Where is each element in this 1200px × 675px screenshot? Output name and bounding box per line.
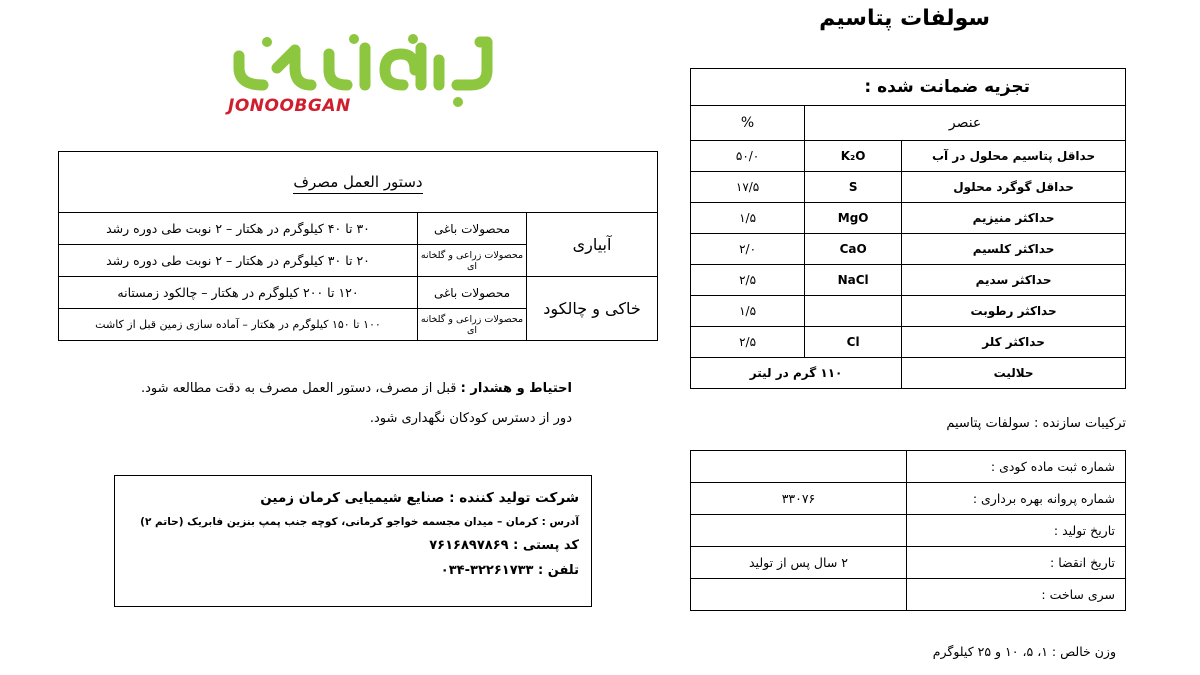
element-name: حداکثر رطوبت xyxy=(902,296,1126,327)
logo-latin-text: JONOOBGAN xyxy=(228,96,351,116)
usage-crop: محصولات باغی xyxy=(418,213,527,245)
usage-method: خاکی و چالکود xyxy=(527,277,658,341)
element-name: حداقل گوگرد محلول xyxy=(902,172,1126,203)
manufacturer-name: شرکت تولید کننده : صنایع شیمیایی کرمان زمین xyxy=(260,490,579,506)
registration-label: تاریخ تولید : xyxy=(907,515,1126,547)
analysis-heading: تجزیه ضمانت شده : xyxy=(691,69,1126,106)
net-weight-text: وزن خالص : ۱، ۵، ۱۰ و ۲۵ کیلوگرم xyxy=(932,644,1116,659)
registration-value xyxy=(691,515,907,547)
guaranteed-analysis-table xyxy=(690,68,1126,389)
element-name: حداکثر منیزیم xyxy=(902,203,1126,234)
composition-text: ترکیبات سازنده : سولفات پتاسیم xyxy=(946,416,1126,431)
analysis-row xyxy=(691,234,1126,265)
solubility-label: حلالیت xyxy=(902,358,1126,389)
analysis-row xyxy=(691,172,1126,203)
analysis-row xyxy=(691,203,1126,234)
manufacturer-address: آدرس : کرمان – میدان مجسمه خواجو کرمانی، کوچه جنب پمپ بنزین فابریک (حاتم ۲) xyxy=(140,516,579,528)
analysis-row xyxy=(691,296,1126,327)
logo-dot-1 xyxy=(453,97,463,107)
element-name: حداکثر سدیم xyxy=(902,265,1126,296)
registration-table xyxy=(690,450,1126,611)
element-name: حداقل پتاسیم محلول در آب xyxy=(902,141,1126,172)
caution-text-2: دور از دسترس کودکان نگهداری شود. xyxy=(369,411,572,426)
element-name: حداکثر کلر xyxy=(902,327,1126,358)
registration-row xyxy=(691,547,1126,579)
manufacturer-postal-code: کد پستی : ۷۶۱۶۸۹۷۸۶۹ xyxy=(429,538,579,553)
registration-row xyxy=(691,579,1126,611)
element-value: ۲/۵ xyxy=(691,327,805,358)
solubility-value: ۱۱۰ گرم در لیتر xyxy=(691,358,902,389)
usage-instructions-table xyxy=(58,151,658,341)
element-symbol xyxy=(805,296,902,327)
solubility-row xyxy=(691,358,1126,389)
element-name: حداکثر کلسیم xyxy=(902,234,1126,265)
caution-line-1 xyxy=(130,374,572,404)
usage-method: آبیاری xyxy=(527,213,658,277)
usage-row xyxy=(59,213,658,245)
column-percent: % xyxy=(691,106,805,141)
element-value: ۱/۵ xyxy=(691,296,805,327)
usage-crop: محصولات باغی xyxy=(418,277,527,309)
element-value: ۲/۰ xyxy=(691,234,805,265)
logo-dot-3 xyxy=(349,34,359,44)
analysis-row xyxy=(691,141,1126,172)
caution-label: احتیاط و هشدار : xyxy=(460,381,572,396)
usage-crop: محصولات زراعی و گلخانه ای xyxy=(418,245,527,277)
column-element: عنصر xyxy=(805,106,1126,141)
registration-label: سری ساخت : xyxy=(907,579,1126,611)
caution-text-1: قبل از مصرف، دستور العمل مصرف به دقت مطالعه شود. xyxy=(140,381,461,396)
registration-value: ۳۳۰۷۶ xyxy=(691,483,907,515)
logo-dot-2 xyxy=(408,34,418,44)
usage-rate: ۱۲۰ تا ۲۰۰ کیلوگرم در هکتار – چالکود زمستانه xyxy=(59,277,418,309)
element-symbol: S xyxy=(805,172,902,203)
analysis-row xyxy=(691,265,1126,296)
manufacturer-box xyxy=(114,475,592,607)
usage-title: دستور العمل مصرف xyxy=(293,173,422,194)
element-symbol: K₂O xyxy=(805,141,902,172)
element-value: ۱۷/۵ xyxy=(691,172,805,203)
registration-label: شماره پروانه بهره برداری : xyxy=(907,483,1126,515)
usage-rate: ۳۰ تا ۴۰ کیلوگرم در هکتار – ۲ نوبت طی دوره رشد xyxy=(59,213,418,245)
usage-row xyxy=(59,277,658,309)
registration-value xyxy=(691,451,907,483)
product-title: سولفات پتاسیم xyxy=(819,6,990,31)
element-symbol: MgO xyxy=(805,203,902,234)
element-value: ۲/۵ xyxy=(691,265,805,296)
usage-rate: ۲۰ تا ۳۰ کیلوگرم در هکتار – ۲ نوبت طی دوره رشد xyxy=(59,245,418,277)
element-value: ۱/۵ xyxy=(691,203,805,234)
caution-block xyxy=(130,374,572,434)
registration-value: ۲ سال پس از تولید xyxy=(691,547,907,579)
logo-dot-4 xyxy=(262,37,272,47)
element-symbol: Cl xyxy=(805,327,902,358)
usage-title-cell xyxy=(59,152,658,213)
registration-row xyxy=(691,451,1126,483)
usage-rate: ۱۰۰ تا ۱۵۰ کیلوگرم در هکتار – آماده سازی زمین قبل از کاشت xyxy=(59,309,418,341)
manufacturer-phone: تلفن : ۳۲۲۶۱۷۳۳-۰۳۴ xyxy=(440,563,579,578)
element-symbol: NaCl xyxy=(805,265,902,296)
registration-label: تاریخ انقضا : xyxy=(907,547,1126,579)
element-symbol: CaO xyxy=(805,234,902,265)
element-value: ۵۰/۰ xyxy=(691,141,805,172)
registration-row xyxy=(691,483,1126,515)
registration-row xyxy=(691,515,1126,547)
usage-crop: محصولات زراعی و گلخانه ای xyxy=(418,309,527,341)
registration-value xyxy=(691,579,907,611)
registration-label: شماره ثبت ماده کودی : xyxy=(907,451,1126,483)
analysis-row xyxy=(691,327,1126,358)
